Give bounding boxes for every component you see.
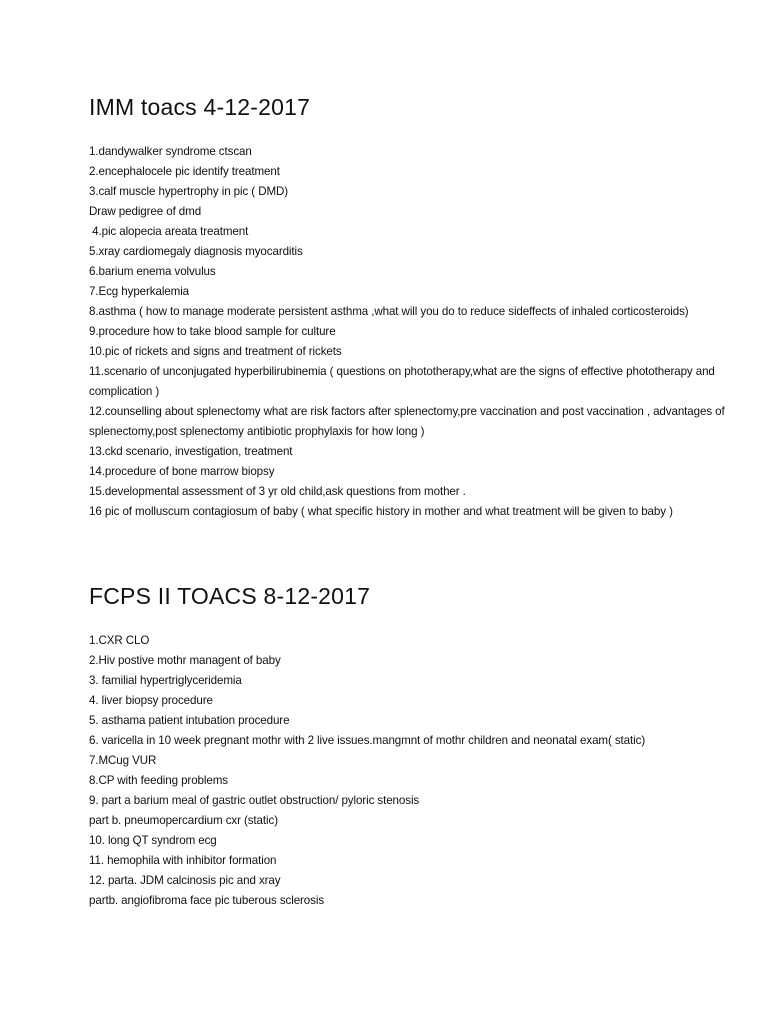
list-item: 6. varicella in 10 week pregnant mothr with 2 live issues.mangmnt of mothr children and neonatal exam( static)	[89, 734, 646, 747]
list-item: 8.asthma ( how to manage moderate persistent asthma ,what will you do to reduce sideffects of inhaled corticosteroids)	[89, 305, 689, 318]
list-item: 12.counselling about splenectomy what are risk factors after splenectomy,pre vaccination and post vaccination , advantages of splenectomy,post splenectomy antibiotic prophylaxis for how long )	[89, 405, 728, 438]
list-item: 5. asthama patient intubation procedure	[89, 714, 290, 727]
list-item: 6.barium enema volvulus	[89, 265, 216, 278]
section-title-imm-toacs: IMM toacs 4-12-2017	[89, 94, 311, 120]
list-item: 4.pic alopecia areata treatment	[89, 225, 249, 238]
section-title-fcps-toacs: FCPS II TOACS 8-12-2017	[89, 583, 371, 609]
list-item: part b. pneumopercardium cxr (static)	[89, 814, 278, 827]
list-item: 10. long QT syndrom ecg	[89, 834, 217, 847]
list-item: 1.dandywalker syndrome ctscan	[89, 145, 252, 158]
list-item: Draw pedigree of dmd	[89, 205, 202, 218]
list-item: 3.calf muscle hypertrophy in pic ( DMD)	[89, 185, 289, 198]
list-item: 12. parta. JDM calcinosis pic and xray	[89, 874, 281, 887]
list-item: 5.xray cardiomegaly diagnosis myocarditis	[89, 245, 303, 258]
list-item: 2.Hiv postive mothr managent of baby	[89, 654, 281, 667]
list-item: partb. angiofibroma face pic tuberous sclerosis	[89, 894, 325, 907]
list-item: 11. hemophila with inhibitor formation	[89, 854, 277, 867]
list-item: 4. liver biopsy procedure	[89, 694, 213, 707]
list-item: 16 pic of molluscum contagiosum of baby ( what specific history in mother and what treatment will be given to baby )	[89, 505, 673, 518]
list-item: 2.encephalocele pic identify treatment	[89, 165, 280, 178]
list-item: 9. part a barium meal of gastric outlet obstruction/ pyloric stenosis	[89, 794, 420, 807]
fcps-toacs-question-list	[89, 631, 729, 911]
list-item: 14.procedure of bone marrow biopsy	[89, 465, 275, 478]
list-item: 15.developmental assessment of 3 yr old child,ask questions from mother .	[89, 485, 466, 498]
list-item: 8.CP with feeding problems	[89, 774, 228, 787]
list-item: 7.Ecg hyperkalemia	[89, 285, 190, 298]
list-item: 7.MCug VUR	[89, 754, 157, 767]
list-item: 9.procedure how to take blood sample for culture	[89, 325, 336, 338]
list-item: 13.ckd scenario, investigation, treatment	[89, 445, 293, 458]
list-item: 3. familial hypertriglyceridemia	[89, 674, 242, 687]
imm-toacs-question-list	[89, 142, 729, 522]
list-item: 10.pic of rickets and signs and treatment of rickets	[89, 345, 342, 358]
list-item: 1.CXR CLO	[89, 634, 150, 647]
list-item: 11.scenario of unconjugated hyperbilirubinemia ( questions on phototherapy,what are the signs of effective phototherapy and complication )	[89, 365, 718, 398]
